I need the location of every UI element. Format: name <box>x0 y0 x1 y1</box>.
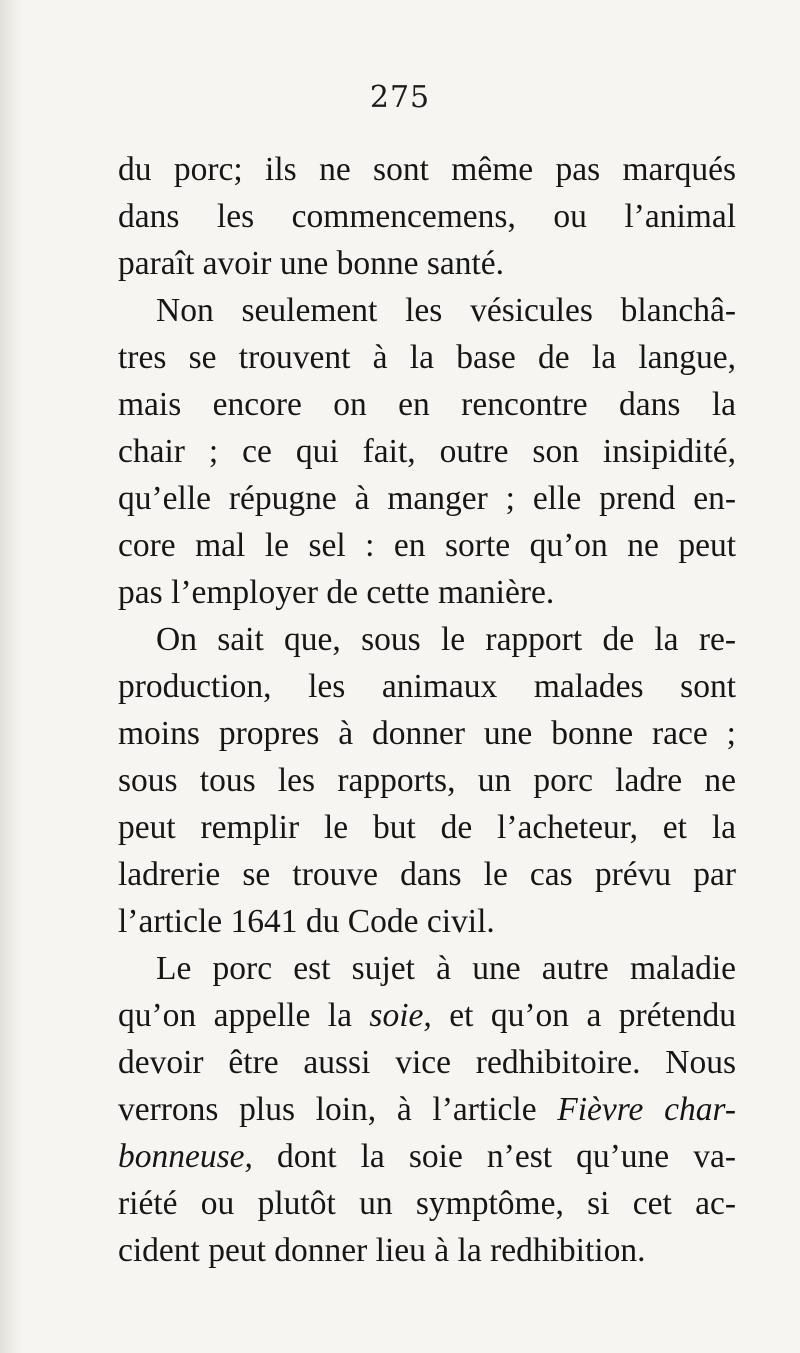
text-line: l’article 1641 du Code civil. <box>118 903 495 940</box>
text-line: riété ou plutôt un symptôme, si cet ac- <box>118 1185 736 1222</box>
text-segment: verrons plus loin, à l’article <box>118 1091 558 1128</box>
text-line <box>118 1133 736 1180</box>
text-line: Le porc est sujet à une autre maladie <box>156 950 736 987</box>
text-line <box>118 1086 736 1133</box>
page-number: 275 <box>369 80 431 115</box>
text-line: core mal le sel : en sorte qu’on ne peut <box>118 527 736 564</box>
text-line: peut remplir le but de l’acheteur, et la <box>118 809 736 846</box>
text-line: sous tous les rapports, un porc ladre ne <box>118 762 736 799</box>
italic-term-fievre-charbonneuse: Fièvre char- <box>557 1091 736 1128</box>
italic-term-soie: soie, <box>369 997 432 1034</box>
text-segment: qu’on appelle la <box>118 997 370 1034</box>
text-line: Non seulement les vésicules blanchâ- <box>156 292 736 329</box>
text-segment: et qu’on a prétendu <box>431 997 736 1034</box>
text-line: chair ; ce qui fait, outre son insipidité, <box>118 433 736 470</box>
text-line: mais encore on en rencontre dans la <box>118 386 736 423</box>
text-line: paraît avoir une bonne santé. <box>118 245 505 282</box>
paragraph-2 <box>118 287 736 616</box>
text-line: On sait que, sous le rapport de la re- <box>156 621 736 658</box>
text-line: tres se trouvent à la base de la langue, <box>118 339 736 376</box>
text-line: devoir être aussi vice redhibitoire. Nous <box>118 1044 736 1081</box>
text-line: cident peut donner lieu à la redhibition. <box>118 1232 646 1269</box>
text-line: qu’elle répugne à manger ; elle prend en- <box>118 480 736 517</box>
text-line: moins propres à donner une bonne race ; <box>118 715 736 752</box>
text-segment: dont la soie n’est qu’une va- <box>252 1138 736 1175</box>
italic-term-fievre-charbonneuse-cont: bonneuse, <box>118 1138 253 1175</box>
text-line: pas l’employer de cette manière. <box>118 574 555 611</box>
paragraph-4 <box>118 945 736 1274</box>
page-gutter-shadow <box>0 0 22 1353</box>
text-line <box>118 992 736 1039</box>
text-line: du porc; ils ne sont même pas marqués <box>118 151 736 188</box>
text-line: dans les commencemens, ou l’animal <box>118 198 736 235</box>
paragraph-1 <box>118 146 736 287</box>
text-line: ladrerie se trouve dans le cas prévu par <box>118 856 736 893</box>
paragraph-3 <box>118 616 736 945</box>
body-text <box>118 146 736 1274</box>
text-line: production, les animaux malades sont <box>118 668 736 705</box>
